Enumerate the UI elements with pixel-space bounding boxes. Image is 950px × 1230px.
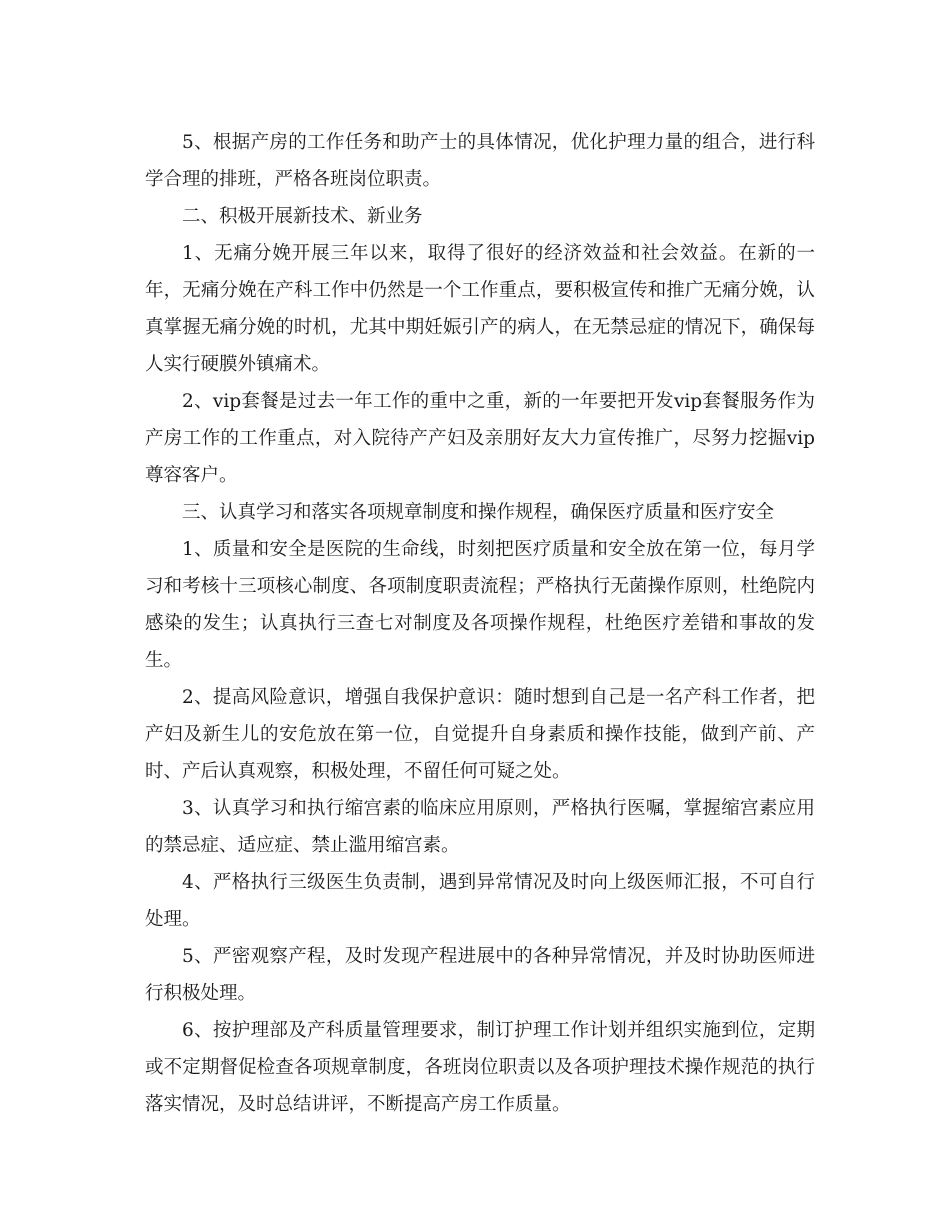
- paragraph: 2、提高风险意识，增强自我保护意识：随时想到自己是一名产科工作者，把产妇及新生儿的安危放在第一位，自觉提升自身素质和操作技能，做到产前、产时、产后认真观察，积极处理，不留任何可疑之处。: [145, 687, 815, 782]
- paragraph: 2、vip套餐是过去一年工作的重中之重，新的一年要把开发vip套餐服务作为产房工作的工作重点，对入院待产产妇及亲朋好友大力宣传推广，尽努力挖掘vip尊容客户。: [145, 391, 815, 486]
- section-heading: 三、认真学习和落实各项规章制度和操作规程，确保医疗质量和医疗安全: [182, 502, 775, 523]
- paragraph: 3、认真学习和执行缩宫素的临床应用原则，严格执行医嘱，掌握缩宫素应用的禁忌症、适应症、禁止滥用缩宫素。: [145, 798, 815, 856]
- paragraph: 6、按护理部及产科质量管理要求，制订护理工作计划并组织实施到位，定期或不定期督促检查各项规章制度，各班岗位职责以及各项护理技术操作规范的执行落实情况，及时总结讲评，不断提高产房工作质量。: [145, 1020, 815, 1115]
- paragraph: 1、无痛分娩开展三年以来，取得了很好的经济效益和社会效益。在新的一年，无痛分娩在产科工作中仍然是一个工作重点，要积极宣传和推广无痛分娩，认真掌握无痛分娩的时机，尤其中期妊娠引产的病人，在无禁忌症的情况下，确保每人实行硬膜外镇痛术。: [145, 243, 815, 375]
- document-body: [145, 124, 815, 1123]
- section-heading: 二、积极开展新技术、新业务: [182, 206, 423, 227]
- paragraph: 5、根据产房的工作任务和助产士的具体情况，优化护理力量的组合，进行科学合理的排班，严格各班岗位职责。: [145, 132, 815, 190]
- paragraph: 5、严密观察产程，及时发现产程进展中的各种异常情况，并及时协助医师进行积极处理。: [145, 946, 815, 1004]
- paragraph: 1、质量和安全是医院的生命线，时刻把医疗质量和安全放在第一位，每月学习和考核十三项核心制度、各项制度职责流程；严格执行无菌操作原则，杜绝院内感染的发生；认真执行三查七对制度及各项操作规程，杜绝医疗差错和事故的发生。: [145, 539, 815, 671]
- paragraph: 4、严格执行三级医生负责制，遇到异常情况及时向上级医师汇报，不可自行处理。: [145, 872, 815, 930]
